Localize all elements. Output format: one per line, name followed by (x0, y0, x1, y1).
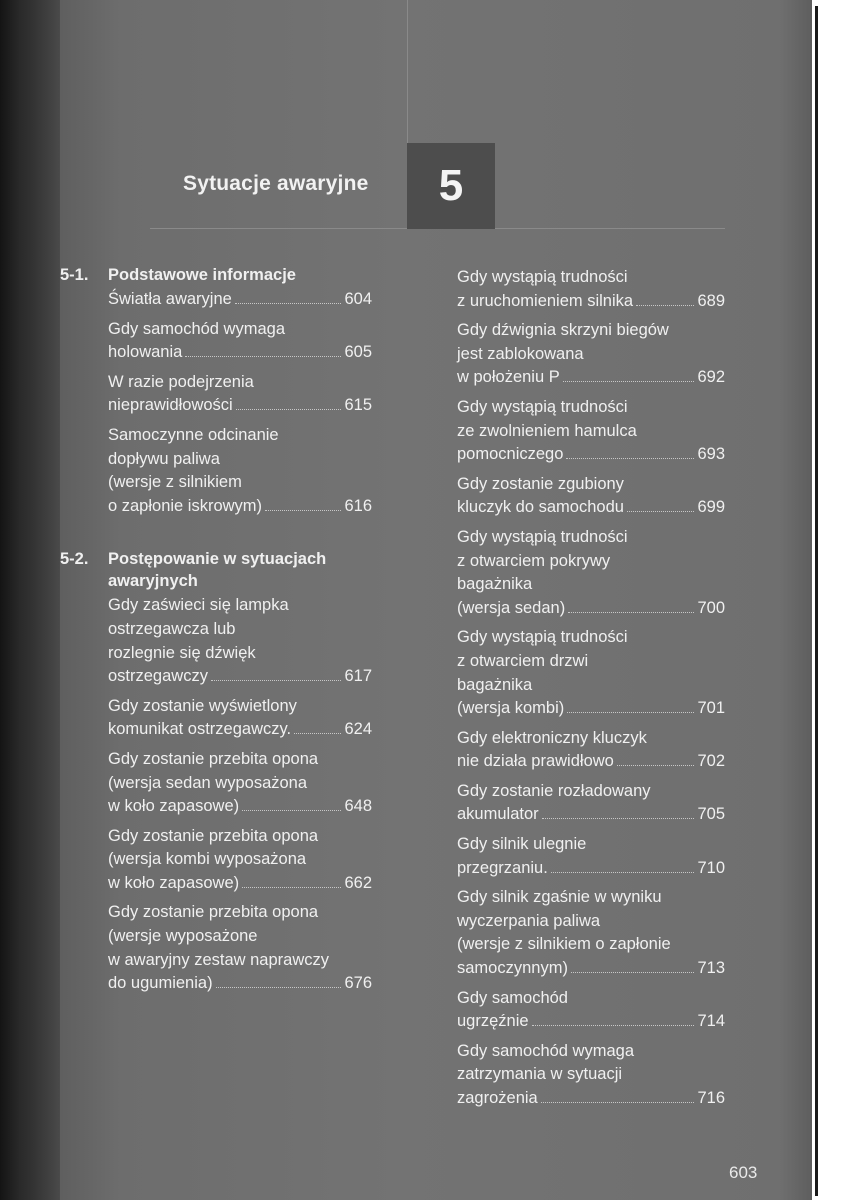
toc-entry-text: (wersja kombi wyposażona (108, 850, 307, 869)
toc-entry-text: Gdy samochód (457, 988, 568, 1007)
dot-leader (617, 765, 695, 766)
toc-section (60, 264, 372, 518)
dot-leader (566, 458, 694, 459)
toc-entry-last-line (457, 290, 725, 314)
toc-entry-text: nie działa prawidłowo (457, 752, 614, 771)
toc-page-number[interactable]: 693 (697, 445, 725, 464)
toc-left-column (60, 264, 372, 1002)
toc-page-number[interactable]: 662 (344, 873, 372, 892)
toc-entry-last-line (108, 665, 372, 689)
toc-page-number[interactable]: 617 (344, 667, 372, 686)
toc-page-number[interactable]: 710 (697, 858, 725, 877)
toc-entry[interactable] (108, 424, 372, 518)
toc-entry-text: bagażnika (457, 675, 533, 694)
toc-entry-text: bagażnika (457, 575, 533, 594)
toc-entry-last-line (108, 341, 372, 365)
section-heading[interactable] (60, 548, 372, 592)
toc-entry-text: (wersja kombi) (457, 699, 565, 718)
toc-entry-text: Gdy dźwignia skrzyni biegów (457, 321, 669, 340)
toc-page-number[interactable]: 615 (344, 396, 372, 415)
toc-entry-last-line (108, 394, 372, 418)
toc-entry[interactable] (457, 727, 725, 774)
toc-entry-text: komunikat ostrzegawczy. (108, 720, 292, 739)
toc-entry-last-line (457, 366, 725, 390)
book-spine-shadow (0, 0, 60, 1200)
section-title-line: Podstawowe informacje (108, 266, 296, 284)
toc-page-number[interactable]: 700 (697, 598, 725, 617)
section-title-line: Postępowanie w sytuacjach (108, 550, 327, 569)
toc-entry[interactable] (108, 825, 372, 896)
dot-leader (636, 305, 694, 306)
toc-entry-last-line (108, 872, 372, 896)
toc-entry-text: z otwarciem pokrywy (457, 551, 611, 570)
toc-entry-last-line (108, 288, 372, 312)
toc-page-number[interactable]: 701 (697, 699, 725, 718)
dot-leader (216, 987, 342, 988)
toc-entry-text: Gdy zostanie wyświetlony (108, 696, 297, 715)
toc-entry-text: Gdy wystąpią trudności (457, 527, 628, 546)
toc-entry-last-line (457, 1087, 725, 1111)
dot-leader (568, 612, 694, 613)
toc-entry-text: dopływu paliwa (108, 449, 220, 468)
toc-page-number[interactable]: 689 (697, 291, 725, 310)
section-entries (457, 266, 725, 1111)
toc-entry-text: nieprawidłowości (108, 396, 233, 415)
dot-leader (532, 1025, 695, 1026)
section-number: 5-2. (60, 550, 89, 569)
toc-entry-text: przegrzaniu. (457, 858, 548, 877)
toc-entry-text: w położeniu P (457, 368, 560, 387)
toc-entry-text: akumulator (457, 805, 539, 824)
toc-entry-text: Gdy zostanie przebita opona (108, 826, 319, 845)
section-entries (60, 288, 372, 518)
toc-entry-text: Gdy zaświeci się lampka (108, 596, 289, 615)
toc-entry-text: (wersja sedan) (457, 598, 566, 617)
toc-entry-text: ugrzęźnie (457, 1012, 529, 1031)
dot-leader (242, 887, 341, 888)
toc-entry-last-line (457, 750, 725, 774)
toc-page-number[interactable]: 713 (697, 959, 725, 978)
toc-page-number[interactable]: 692 (697, 368, 725, 387)
dot-leader (235, 303, 342, 304)
section-number: 5-1. (60, 266, 89, 284)
toc-entry[interactable] (108, 318, 372, 365)
toc-entry-text: W razie podejrzenia (108, 372, 254, 391)
toc-entry-text: ostrzegawcza lub (108, 619, 236, 638)
toc-entry-text: Gdy zostanie przebita opona (108, 903, 319, 922)
toc-entry-text: ze zwolnieniem hamulca (457, 421, 637, 440)
toc-entry-text: w awaryjny zestaw naprawczy (108, 950, 329, 969)
toc-entry-text: kluczyk do samochodu (457, 498, 624, 517)
dot-leader (563, 381, 695, 382)
toc-entry-text: z uruchomieniem silnika (457, 291, 634, 310)
toc-entry[interactable] (457, 266, 725, 313)
toc-entry-text: z otwarciem drzwi (457, 651, 589, 670)
toc-entry-text: w koło zapasowe) (108, 797, 240, 816)
toc-entry-last-line (108, 495, 372, 519)
dot-leader (542, 818, 695, 819)
dot-leader (551, 872, 695, 873)
toc-page-number[interactable]: 702 (697, 752, 725, 771)
dot-leader (627, 511, 695, 512)
toc-page-number[interactable]: 705 (697, 805, 725, 824)
toc-entry[interactable] (108, 901, 372, 995)
dot-leader (242, 810, 341, 811)
toc-entry-text: Gdy elektroniczny kluczyk (457, 728, 647, 747)
toc-entry-text: wyczerpania paliwa (457, 911, 601, 930)
section-title (108, 548, 372, 592)
toc-entry-text: pomocniczego (457, 445, 564, 464)
toc-entry-text: Gdy samochód wymaga (108, 319, 285, 338)
toc-page-number[interactable]: 699 (697, 498, 725, 517)
toc-entry-last-line (457, 1010, 725, 1034)
chapter-number-tab: 5 (407, 143, 495, 229)
dot-leader (294, 733, 341, 734)
toc-entry-text: samoczynnym) (457, 959, 568, 978)
toc-entry-text: Gdy zostanie rozładowany (457, 781, 651, 800)
toc-entry-text: Samoczynne odcinanie (108, 425, 279, 444)
toc-entry-last-line (108, 718, 372, 742)
toc-entry-text: (wersje z silnikiem (108, 473, 242, 492)
toc-page-number[interactable]: 716 (697, 1089, 725, 1107)
toc-entry[interactable] (457, 319, 725, 390)
toc-entry-last-line (457, 496, 725, 520)
toc-entry-text: (wersja sedan wyposażona (108, 773, 308, 792)
section-entries (60, 594, 372, 996)
toc-entry-text: holowania (108, 343, 183, 362)
toc-entry-last-line (457, 597, 725, 621)
toc-entry[interactable] (457, 626, 725, 720)
toc-entry-text: Gdy wystąpią trudności (457, 397, 628, 416)
toc-entry-text: (wersje z silnikiem o zapłonie (457, 935, 671, 954)
toc-entry-last-line (457, 803, 725, 827)
toc-entry[interactable] (457, 833, 725, 880)
toc-entry-last-line (108, 972, 372, 996)
toc-entry-last-line (457, 697, 725, 721)
toc-entry-text: do ugumienia) (108, 974, 213, 993)
toc-page-number[interactable]: 648 (344, 797, 372, 816)
toc-entry-text: Gdy silnik ulegnie (457, 835, 587, 854)
page-number: 603 (729, 1163, 758, 1182)
toc-entry-text: Gdy zostanie zgubiony (457, 474, 624, 493)
section-title-line: awaryjnych (108, 572, 198, 591)
toc-entry[interactable] (457, 396, 725, 467)
page-edge-strip (815, 6, 818, 1196)
toc-entry-text: zagrożenia (457, 1089, 538, 1107)
dot-leader (185, 356, 341, 357)
toc-page-number[interactable]: 624 (344, 720, 372, 739)
toc-entry-text: Gdy zostanie przebita opona (108, 749, 319, 768)
toc-entry[interactable] (457, 526, 725, 620)
chapter-title: Sytuacje awaryjne (183, 172, 369, 195)
dot-leader (571, 972, 695, 973)
toc-entry-last-line (457, 443, 725, 467)
toc-entry-text: Światła awaryjne (108, 290, 232, 308)
toc-entry-text: Gdy silnik zgaśnie w wyniku (457, 888, 662, 907)
dot-leader (236, 409, 342, 410)
toc-entry-text: w koło zapasowe) (108, 873, 240, 892)
toc-right-column (457, 264, 725, 1117)
toc-entry-last-line (457, 857, 725, 881)
dot-leader (211, 680, 342, 681)
toc-page-number[interactable]: 605 (344, 343, 372, 362)
toc-entry[interactable] (108, 594, 372, 688)
toc-entry[interactable] (457, 987, 725, 1034)
toc-entry[interactable] (108, 748, 372, 819)
toc-entry-text: ostrzegawczy (108, 667, 208, 686)
toc-entry-text: o zapłonie iskrowym) (108, 496, 263, 515)
toc-entry[interactable] (108, 371, 372, 418)
toc-entry-text: Gdy wystąpią trudności (457, 628, 628, 647)
page-edge (812, 0, 852, 1200)
toc-entry[interactable] (457, 473, 725, 520)
toc-page-number[interactable]: 616 (344, 496, 372, 515)
toc-entry-text: Gdy wystąpią trudności (457, 268, 628, 286)
toc-page-number[interactable]: 604 (344, 290, 372, 308)
toc-entry-text: zatrzymania w sytuacji (457, 1065, 623, 1084)
toc-entry-text: Gdy samochód wymaga (457, 1041, 634, 1060)
toc-entry[interactable] (108, 695, 372, 742)
toc-entry[interactable] (108, 288, 372, 312)
dot-leader (265, 510, 341, 511)
toc-entry-text: (wersje wyposażone (108, 927, 258, 946)
toc-section (60, 548, 372, 996)
dot-leader (567, 712, 694, 713)
toc-entry[interactable] (457, 886, 725, 980)
toc-entry-last-line (457, 957, 725, 981)
toc-entry-last-line (108, 795, 372, 819)
toc-entry-text: rozlegnie się dźwięk (108, 643, 256, 662)
toc-page-number[interactable]: 714 (697, 1012, 725, 1031)
toc-entry[interactable] (457, 780, 725, 827)
dot-leader (541, 1102, 695, 1103)
toc-entry-text: jest zablokowana (457, 344, 584, 363)
toc-entry[interactable] (457, 1040, 725, 1111)
toc-page-number[interactable]: 676 (344, 974, 372, 993)
section-title (108, 264, 372, 286)
section-heading[interactable] (60, 264, 372, 286)
